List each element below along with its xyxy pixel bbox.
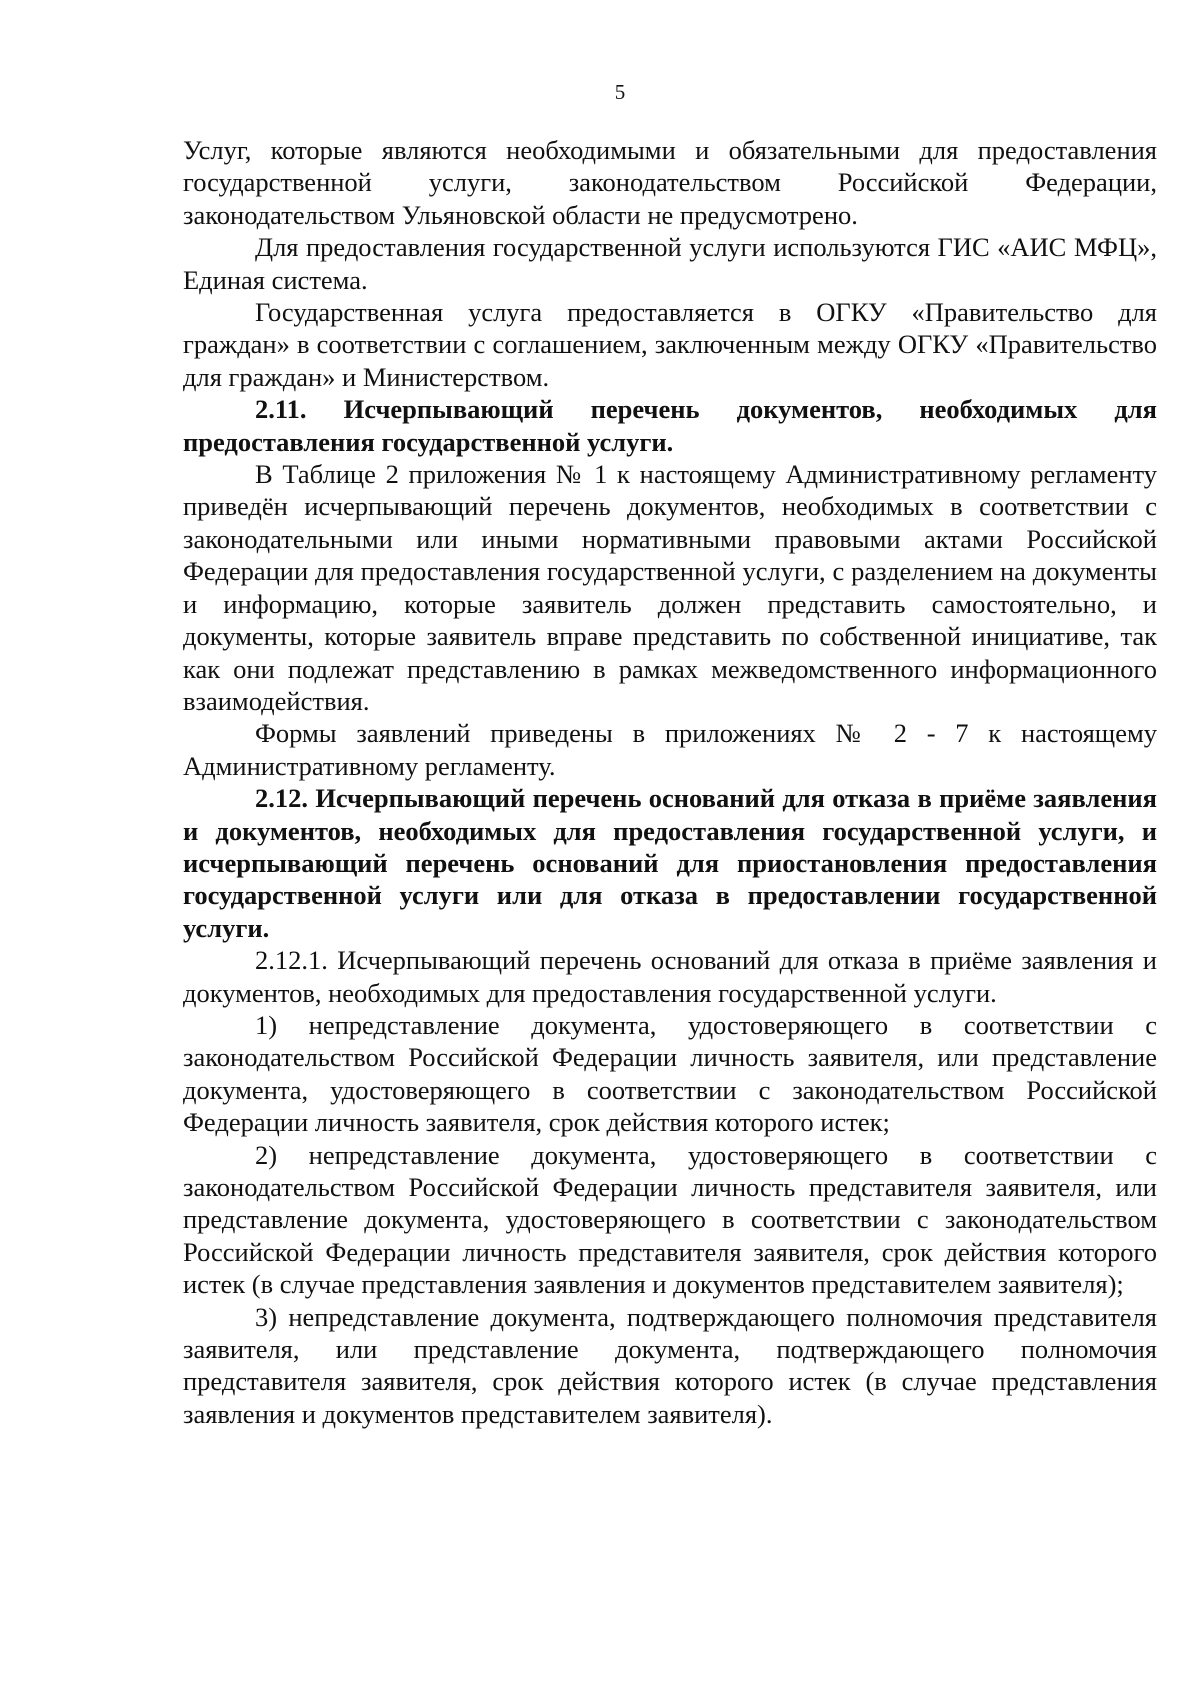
page-number: 5 [614,80,626,104]
subsection-2-12-1: 2.12.1. Исчерпывающий перечень оснований для отказа в приёме заявления и документов, необходимых для предоставления государственной услуги. [183,945,1157,1008]
paragraph-services-not-required: Услуг, которые являются необходимыми и обязательными для предоставления государственной услуги, законодательством Российской Федерации, законодательством Ульяновской области не предусмотрено. [183,135,1157,230]
list-item-3: 3) непредставление документа, подтверждающего полномочия представителя заявителя, или представление документа, подтверждающего полномочия представителя заявителя, срок действия которого истек (в случае представления заявления и документов представителем заявителя). [183,1301,1157,1429]
paragraph-information-systems: Для предоставления государственной услуги используются ГИС «АИС МФЦ», Единая система. [183,232,1157,295]
section-heading-2-12: 2.12. Исчерпывающий перечень оснований для отказа в приёме заявления и документов, необходимых для предоставления государственной услуги, и исчерпывающий перечень оснований для приостановления предоставления государственной услуги или для отказа в предоставлении государственной услуги. [183,783,1157,943]
section-heading-2-11: 2.11. Исчерпывающий перечень документов, необходимых для предоставления государственной услуги. [183,394,1157,457]
list-item-2: 2) непредставление документа, удостоверяющего в соответствии с законодательством Российской Федерации личность представителя заявителя, или представление документа, удостоверяющего в соответствии с законодательством Российской Федерации личность представителя заявителя, срок действия которого истек (в случае представления заявления и документов представителем заявителя); [183,1139,1157,1300]
document-body [183,134,1157,1430]
paragraph-table-2-reference: В Таблице 2 приложения № 1 к настоящему Административному регламенту приведён исчерпывающий перечень документов, необходимых в соответствии с законодательными или иными нормативными правовыми актами Российской Федерации для предоставления государственной услуги, с разделением на документы и информацию, которые заявитель должен представить самостоятельно, и документы, которые заявитель вправе представить по собственной инициативе, так как они подлежат представлению в рамках межведомственного информационного взаимодействия. [183,459,1157,716]
paragraph-ogku-agreement: Государственная услуга предоставляется в ОГКУ «Правительство для граждан» в соответствии с соглашением, заключенным между ОГКУ «Правительство для граждан» и Министерством. [183,297,1157,392]
list-item-1: 1) непредставление документа, удостоверяющего в соответствии с законодательством Российской Федерации личность заявителя, или представление документа, удостоверяющего в соответствии с законодательством Российской Федерации личность заявителя, срок действия которого истек; [183,1009,1157,1138]
paragraph-application-forms: Формы заявлений приведены в приложениях № 2 - 7 к настоящему Административному регламенту. [183,718,1157,781]
